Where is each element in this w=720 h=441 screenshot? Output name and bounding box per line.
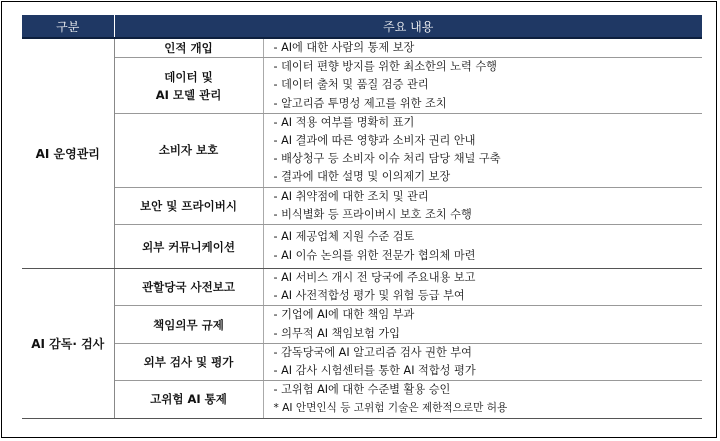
item-label: 외부 검사 및 평가 — [143, 355, 234, 370]
item-external-communication — [114, 225, 263, 269]
header-content: 주요 내용 — [114, 15, 702, 38]
desc-line: - 기업에 AI에 대한 책임 부과 — [273, 308, 415, 322]
desc-line: - 고위험 AI에 대한 수준별 활용 승인 — [273, 383, 451, 397]
desc-cell — [263, 187, 702, 224]
item-high-risk-control — [114, 381, 263, 418]
desc-line: - AI 이슈 논의를 위한 전문가 협의체 마련 — [273, 248, 476, 262]
desc-cell — [263, 381, 702, 418]
table-row — [22, 187, 702, 224]
desc-cell — [263, 38, 702, 58]
item-label: 책임의무 규제 — [153, 317, 224, 332]
desc-line: - 비식별화 등 프라이버시 보호 조치 수행 — [273, 207, 472, 221]
ai-regulation-table — [22, 15, 702, 419]
desc-cell — [263, 58, 702, 114]
item-label: 인적 개입 — [164, 41, 213, 56]
desc-cell — [263, 225, 702, 269]
table-row — [22, 113, 702, 187]
desc-line: - AI에 대한 사람의 통제 보장 — [273, 41, 415, 54]
desc-line: - AI 서비스 개시 전 당국에 주요내용 보고 — [273, 271, 476, 285]
item-label: 보안 및 프라이버시 — [140, 198, 237, 213]
desc-line: - AI 제공업체 지원 수준 검토 — [273, 230, 415, 244]
item-label: 관할당국 사전보고 — [142, 280, 235, 295]
table-row — [22, 58, 702, 114]
desc-note: * AI 안면인식 등 고위험 기술은 제한적으로만 허용 — [273, 402, 508, 415]
table-row — [22, 343, 702, 380]
desc-cell — [263, 269, 702, 306]
item-label: AI 모델 관리 — [155, 87, 222, 102]
item-data-model-management — [114, 58, 263, 114]
item-label: 데이터 및 — [164, 69, 213, 84]
desc-line: - AI 적용 여부를 명확히 표기 — [273, 115, 415, 129]
desc-line: - 배상청구 등 소비자 이슈 처리 담당 채널 구축 — [273, 152, 501, 166]
item-label: 외부 커뮤니케이션 — [142, 239, 235, 254]
desc-line: - 데이터 편향 방지를 위한 최소한의 노력 수행 — [273, 60, 497, 74]
table-row — [22, 38, 702, 58]
table-row — [22, 306, 702, 343]
desc-line: - 의무적 AI 책임보험 가입 — [273, 326, 400, 340]
table-row — [22, 269, 702, 306]
header-category: 구분 — [22, 15, 114, 38]
document-frame — [1, 1, 717, 438]
desc-line: - AI 감사 시험센터를 통한 AI 적합성 평가 — [273, 364, 476, 378]
desc-line: - 감독당국에 AI 알고리즘 검사 권한 부여 — [273, 345, 472, 359]
item-human-intervention — [114, 38, 263, 58]
item-consumer-protection — [114, 113, 263, 187]
item-label: 고위험 AI 통제 — [150, 392, 227, 407]
category-ai-operation: AI 운영관리 — [22, 38, 114, 269]
item-label: 소비자 보호 — [158, 143, 219, 158]
desc-line: - 데이터 출처 및 품질 검증 관리 — [273, 78, 429, 92]
table-row — [22, 225, 702, 269]
item-liability-regulation — [114, 306, 263, 343]
desc-cell — [263, 343, 702, 380]
desc-cell — [263, 113, 702, 187]
desc-line: - AI 결과에 따른 영향과 소비자 권리 안내 — [273, 134, 476, 148]
desc-cell — [263, 306, 702, 343]
desc-line: - AI 취약점에 대한 조치 및 관리 — [273, 189, 429, 203]
table-header-row — [22, 15, 702, 38]
item-prior-report — [114, 269, 263, 306]
table-row — [22, 381, 702, 418]
item-security-privacy — [114, 187, 263, 224]
item-external-inspection — [114, 343, 263, 380]
desc-line: - AI 사전적합성 평가 및 위험 등급 부여 — [273, 289, 465, 303]
desc-line: - 결과에 대한 설명 및 이의제기 보장 — [273, 170, 451, 184]
category-ai-supervision: AI 감독· 검사 — [22, 269, 114, 419]
desc-line: - 알고리즘 투명성 제고를 위한 조치 — [273, 96, 447, 110]
